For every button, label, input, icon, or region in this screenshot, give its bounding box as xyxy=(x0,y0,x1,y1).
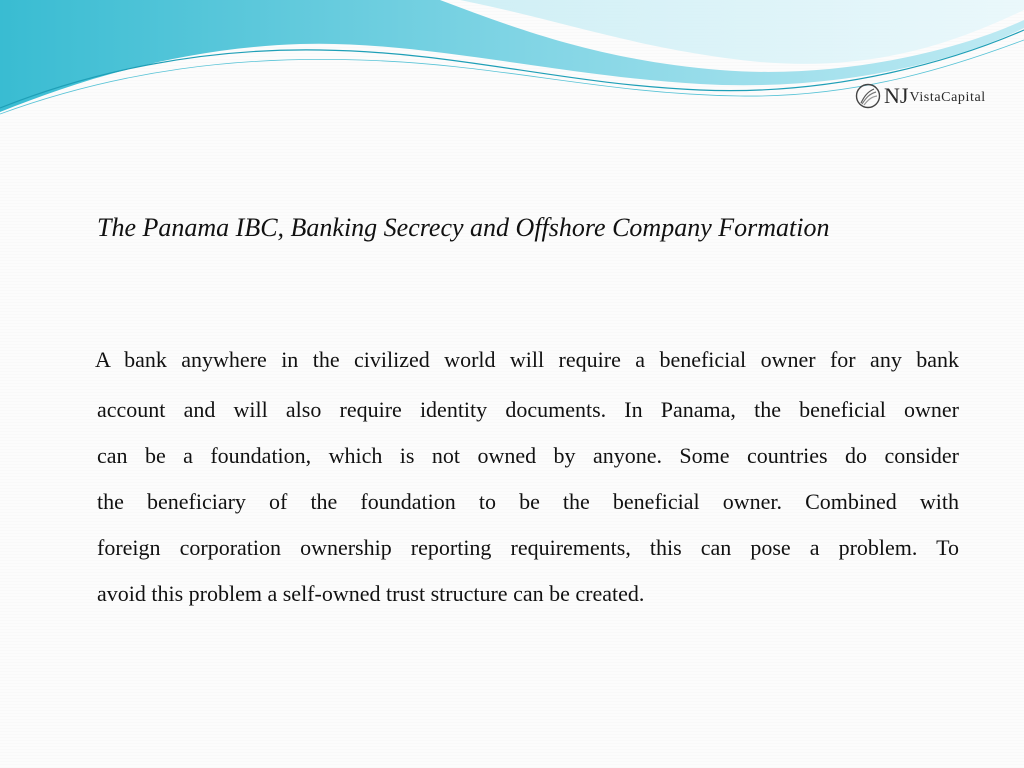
brand-logo xyxy=(855,82,986,110)
body-line: the beneficiary of the foundation to be the beneficial owner. Combined with xyxy=(97,489,959,514)
nj-logo-mark-icon xyxy=(855,83,881,109)
body-line: avoid this problem a self-owned trust structure can be created. xyxy=(97,581,645,606)
brand-name-bold: NJ xyxy=(884,83,909,108)
slide-title: The Panama IBC, Banking Secrecy and Offshore Company Formation xyxy=(97,213,830,242)
body-line: foreign corporation ownership reporting requirements, this can pose a problem. To xyxy=(97,535,959,560)
brand-name-rest: VistaCapital xyxy=(909,90,986,105)
header-wave-decoration xyxy=(0,0,1024,130)
body-line: can be a foundation, which is not owned by anyone. Some countries do consider xyxy=(97,443,959,468)
body-line: A bank anywhere in the civilized world will require a beneficial owner for any bank xyxy=(95,347,959,372)
slide-body xyxy=(97,337,959,617)
body-line: account and will also require identity documents. In Panama, the beneficial owner xyxy=(97,397,959,422)
